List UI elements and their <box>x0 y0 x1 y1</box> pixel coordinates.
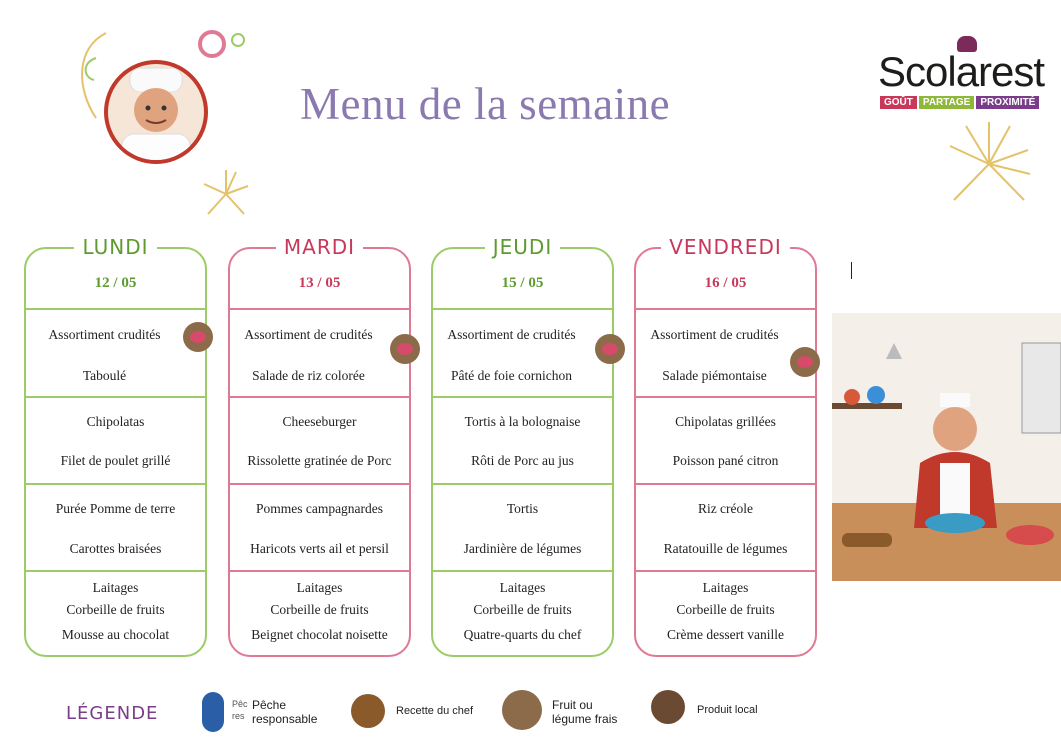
menu-item: Riz créole <box>697 501 754 516</box>
menu-item: Assortiment crudités <box>48 327 161 342</box>
menu-item: Rôti de Porc au jus <box>471 453 574 468</box>
fruit-badge-icon <box>183 322 213 352</box>
legend-title: LÉGENDE <box>66 703 159 724</box>
menu-item: Beignet chocolat noisette <box>251 627 388 642</box>
course-divider <box>230 396 409 398</box>
course-divider <box>433 570 612 572</box>
menu-item: Ratatouille de légumes <box>663 541 788 556</box>
fish-badge-icon <box>202 692 224 732</box>
menu-item: Corbeille de fruits <box>270 602 369 617</box>
logo-tagline <box>880 96 1039 109</box>
decorative-swirl-icon <box>66 28 126 128</box>
menu-item: Tortis à la bolognaise <box>464 414 581 429</box>
chef-kitchen-illustration <box>832 313 1061 581</box>
day-card-vendredi <box>634 235 817 657</box>
decorative-donut-icon <box>196 26 256 66</box>
menu-item: Laitages <box>92 580 139 595</box>
menu-item: Corbeille de fruits <box>676 602 775 617</box>
day-date: 13 / 05 <box>298 275 341 291</box>
menu-item: Jardinière de légumes <box>463 541 582 556</box>
logo-wordmark: Scolarest <box>878 48 1045 95</box>
day-date: 15 / 05 <box>501 275 544 291</box>
course-divider <box>433 396 612 398</box>
menu-item: Pâté de foie cornichon <box>450 368 573 383</box>
menu-item: Laitages <box>499 580 546 595</box>
course-divider <box>636 308 815 310</box>
legend-label: Pêche responsable <box>252 698 318 726</box>
menu-item: Salade piémontaise <box>662 368 767 383</box>
menu-item: Poisson pané citron <box>672 453 779 468</box>
fruit-badge-icon <box>595 334 625 364</box>
day-date: 12 / 05 <box>94 275 137 291</box>
fruit-badge-icon <box>502 690 542 730</box>
logo-tag: PARTAGE <box>919 96 974 109</box>
day-name-label: VENDREDI <box>661 235 790 259</box>
local-product-badge-icon <box>651 690 685 724</box>
day-name-label: MARDI <box>276 235 363 259</box>
menu-item: Assortiment de crudités <box>650 327 779 342</box>
menu-item: Chipolatas grillées <box>675 414 776 429</box>
menu-item: Carottes braisées <box>69 541 162 556</box>
menu-item: Salade de riz colorée <box>252 368 365 383</box>
text-cursor <box>851 262 852 279</box>
menu-item: Pommes campagnardes <box>255 501 384 516</box>
chef-hat-badge-icon <box>351 694 385 728</box>
menu-item: Assortiment de crudités <box>244 327 373 342</box>
fruit-badge-icon <box>790 347 820 377</box>
course-divider <box>636 396 815 398</box>
legend-small-label: Pêc res <box>232 699 248 721</box>
course-divider <box>26 396 205 398</box>
fruit-badge-icon <box>390 334 420 364</box>
menu-item: Cheeseburger <box>282 414 357 429</box>
course-divider <box>230 308 409 310</box>
menu-item: Laitages <box>296 580 343 595</box>
menu-item: Corbeille de fruits <box>66 602 165 617</box>
course-divider <box>636 570 815 572</box>
page-title: Menu de la semaine <box>300 79 671 129</box>
menu-item: Filet de poulet grillé <box>60 453 171 468</box>
menu-item: Taboulé <box>82 368 127 383</box>
menu-item: Chipolatas <box>86 414 145 429</box>
course-divider <box>230 570 409 572</box>
menu-item: Mousse au chocolat <box>61 627 170 642</box>
day-name-label: JEUDI <box>485 235 560 259</box>
menu-item: Crème dessert vanille <box>667 627 784 642</box>
legend-label: Fruit ou légume frais <box>552 698 618 726</box>
day-name <box>230 235 409 259</box>
legend-label: Produit local <box>697 704 758 716</box>
logo-tag: PROXIMITÉ <box>976 96 1039 109</box>
day-card-mardi <box>228 235 411 657</box>
menu-item: Purée Pomme de terre <box>55 501 176 516</box>
course-divider <box>433 483 612 485</box>
course-divider <box>26 483 205 485</box>
day-name-label: LUNDI <box>74 235 156 259</box>
logo-tag: GOÛT <box>880 96 917 109</box>
course-divider <box>26 308 205 310</box>
menu-item: Rissolette gratinée de Porc <box>247 453 392 468</box>
menu-item: Haricots verts ail et persil <box>250 541 389 556</box>
day-name <box>433 235 612 259</box>
firework-icon <box>944 116 1034 212</box>
menu-item: Laitages <box>702 580 749 595</box>
menu-item: Corbeille de fruits <box>473 602 572 617</box>
menu-item: Assortiment de crudités <box>447 327 576 342</box>
course-divider <box>636 483 815 485</box>
course-divider <box>433 308 612 310</box>
day-name <box>26 235 205 259</box>
scolarest-logo <box>872 38 1044 118</box>
legend-label: Recette du chef <box>396 705 474 717</box>
course-divider <box>230 483 409 485</box>
day-name <box>636 235 815 259</box>
menu-item: Quatre-quarts du chef <box>463 627 582 642</box>
menu-item: Tortis <box>506 501 539 516</box>
day-card-jeudi <box>431 235 614 657</box>
day-date: 16 / 05 <box>704 275 747 291</box>
course-divider <box>26 570 205 572</box>
firework-icon <box>200 166 252 222</box>
day-card-lundi <box>24 235 207 657</box>
